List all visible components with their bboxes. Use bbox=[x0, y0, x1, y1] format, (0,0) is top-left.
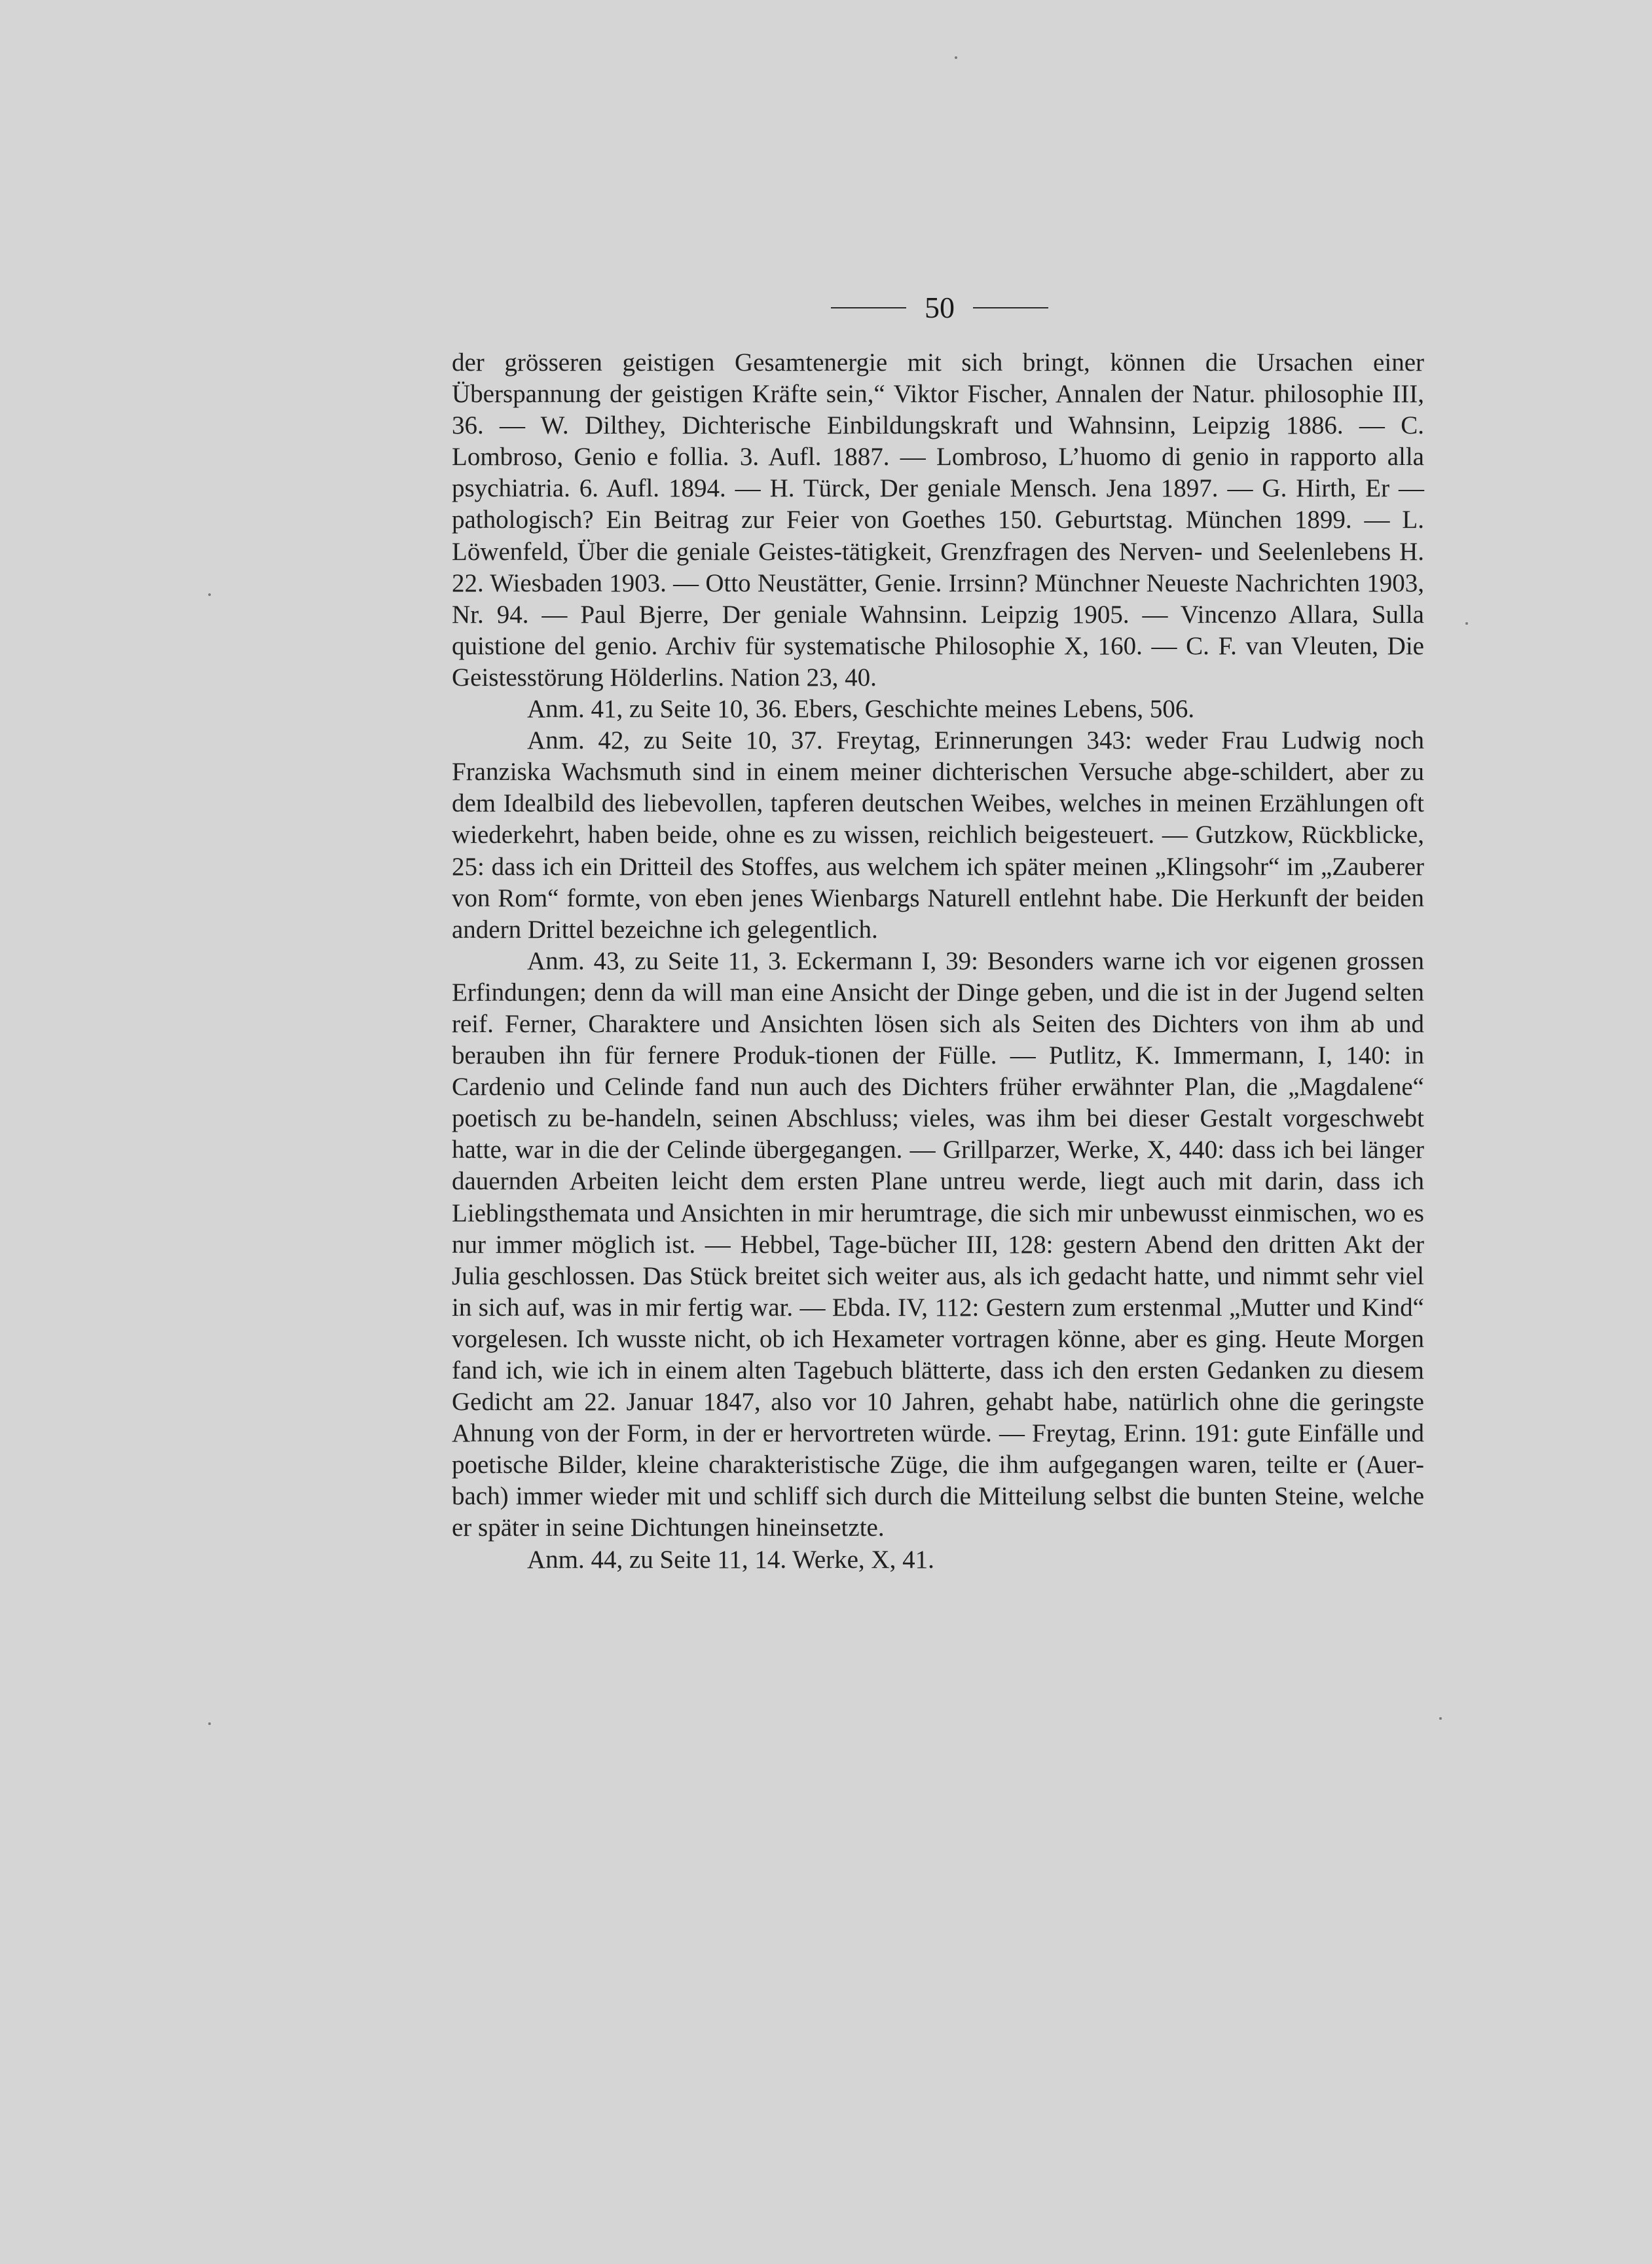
page-header bbox=[815, 288, 1064, 327]
paragraph-note-41: Anm. 41, zu Seite 10, 36. Ebers, Geschichte meines Lebens, 506. bbox=[527, 695, 1195, 724]
page-number: 50 bbox=[925, 291, 955, 324]
paragraph-note-43: Anm. 43, zu Seite 11, 3. Eckermann I, 39: Besonders warne ich vor eigenen grossen Erfindungen; denn da will man eine Ansicht der Dinge geben, und die ist in der Jugend selten reif. Ferner, Charaktere und Ansichten lösen sich als Seiten des Dichters von ihm ab und berauben ihn für fernere Produk-tionen der Fülle. — Putlitz, K. Immermann, I, 140: in Cardenio und Celinde fand nun auch des Dichters früher erwähnter Plan, die „Magdalene“ poetisch zu be-handeln, seinen Abschluss; vieles, was ihm bei dieser Gestalt vorgeschwebt hatte, war in die der Celinde übergegangen. — Grillparzer, Werke, X, 440: dass ich bei länger dauernden Arbeiten leicht dem ersten Plane untreu werde, liegt auch mit darin, dass ich Lieblingsthemata und Ansichten in mir herumtrage, die sich mir unbewusst einmischen, wo es nur immer möglich ist. — Hebbel, Tage-bücher III, 128: gestern Abend den dritten Akt der Julia geschlossen. Das Stück breitet sich weiter aus, als ich gedacht hatte, und nimmt sehr viel in sich auf, was in mir fertig war. — Ebda. IV, 112: Gestern zum erstenmal „Mutter und Kind“ vorgelesen. Ich wusste nicht, ob ich Hexameter vortragen könne, aber es ging. Heute Morgen fand ich, wie ich in einem alten Tagebuch blätterte, dass ich den ersten Gedanken zu diesem Gedicht am 22. Januar 1847, also vor 10 Jahren, gehabt habe, natürlich ohne die geringste Ahnung von der Form, in der er hervortreten würde. — Freytag, Erinn. 191: gute Einfälle und poetische Bilder, kleine charakteristische Züge, die ihm aufgegangen waren, teilte er (Auer-bach) immer wieder mit und schliff sich durch die Mitteilung selbst die bunten Steine, welche er später in seine Dichtungen hineinsetzte. bbox=[452, 946, 1424, 1542]
scan-speck bbox=[208, 1722, 211, 1725]
paragraph-continuation: der grösseren geistigen Gesamtenergie mit sich bringt, können die Ursachen einer Überspannung der geistigen Kräfte sein,“ Viktor Fischer, Annalen der Natur. philosophie III, 36. — W. Dilthey, Dichterische Einbildungskraft und Wahnsinn, Leipzig 1886. — C. Lombroso, Genio e follia. 3. Aufl. 1887. — Lombroso, L’huomo di genio in rapporto alla psychiatria. 6. Aufl. 1894. — H. Türck, Der geniale Mensch. Jena 1897. — G. Hirth, Er — pathologisch? Ein Beitrag zur Feier von Goethes 150. Geburtstag. München 1899. — L. Löwenfeld, Über die geniale Geistes-tätigkeit, Grenzfragen des Nerven- und Seelenlebens H. 22. Wiesbaden 1903. — Otto Neustätter, Genie. Irrsinn? Münchner Neueste Nachrichten 1903, Nr. 94. — Paul Bjerre, Der geniale Wahnsinn. Leipzig 1905. — Vincenzo Allara, Sulla quistione del genio. Archiv für systematische Philosophie X, 160. — C. F. van Vleuten, Die Geistesstörung Hölderlins. Nation 23, 40. bbox=[452, 348, 1424, 692]
paragraph-note-42: Anm. 42, zu Seite 10, 37. Freytag, Erinnerungen 343: weder Frau Ludwig noch Franziska Wachsmuth sind in einem meiner dichterischen Versuche abge-schildert, aber zu dem Idealbild des liebevollen, tapferen deutschen Weibes, welches in meinen Erzählungen oft wiederkehrt, haben beide, ohne es zu wissen, reichlich beigesteuert. — Gutzkow, Rückblicke, 25: dass ich ein Dritteil des Stoffes, aus welchem ich später meinen „Klingsohr“ im „Zauberer von Rom“ formte, von eben jenes Wienbargs Naturell entlehnt habe. Die Herkunft der beiden andern Drittel bezeichne ich gelegentlich. bbox=[452, 726, 1424, 944]
scan-speck bbox=[1439, 1717, 1442, 1720]
scan-speck bbox=[208, 593, 211, 596]
paragraph-note-44: Anm. 44, zu Seite 11, 14. Werke, X, 41. bbox=[527, 1545, 934, 1574]
header-rule-right bbox=[973, 307, 1048, 308]
scan-speck bbox=[1465, 622, 1468, 625]
scan-speck bbox=[955, 56, 957, 59]
body-text bbox=[452, 347, 1424, 1576]
header-rule-left bbox=[831, 307, 906, 308]
